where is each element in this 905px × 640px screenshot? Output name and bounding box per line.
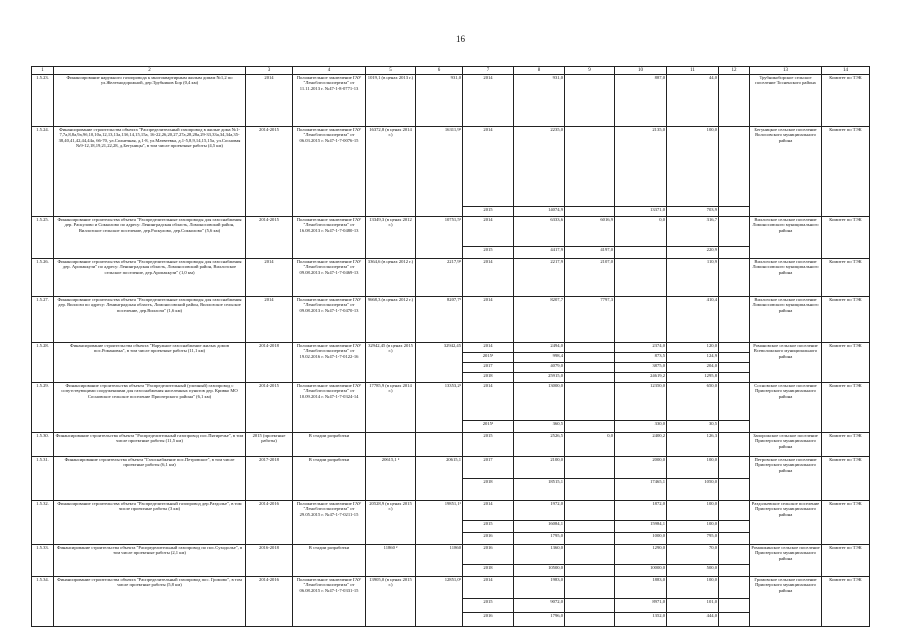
- total-amount: 1795,0: [514, 533, 565, 545]
- estimated-cost: 20528,9 (в ценах 2015 г.): [366, 501, 416, 545]
- total-amount: 2235,0: [514, 127, 565, 207]
- project-documentation: Положительное заключение ГАУ "Леноблгосэкспертиза" от 09.08.2013 г. №47-1-7-0470-13: [293, 297, 366, 343]
- federal-budget: [565, 353, 615, 363]
- regional-budget: 17465,1: [615, 479, 667, 501]
- regional-budget: 2400,2: [615, 433, 667, 457]
- recipient-organization: Виллозское сельское поселение Ломоносовского муниципального района: [750, 217, 822, 259]
- other-sources: [719, 565, 750, 577]
- other-sources: [719, 373, 750, 383]
- local-budget: 120,0: [667, 343, 719, 353]
- financing-year: 2016: [463, 533, 514, 545]
- remaining-cost: 13353,2³: [416, 383, 463, 433]
- federal-budget: [565, 421, 615, 433]
- financing-year: 2014: [463, 577, 514, 599]
- financing-year: 2018: [463, 479, 514, 501]
- financing-year: 2015¹: [463, 353, 514, 363]
- remaining-cost: 32942,45: [416, 343, 463, 383]
- federal-budget: 6016,9: [565, 217, 615, 247]
- local-budget: 100,0: [667, 501, 719, 521]
- column-number: 7: [463, 67, 514, 75]
- federal-budget: 7797,3: [565, 297, 615, 343]
- object-description: Финансирование наружного газопровода к многоквартирным жилым домам №1,2 по ул.Железнодорожной, дер.Трубников Бор (0,4 км): [54, 75, 246, 127]
- implementation-period: 2014-2015: [246, 127, 293, 217]
- column-number: 4: [293, 67, 366, 75]
- local-budget: 316,7: [667, 217, 719, 247]
- federal-budget: [565, 479, 615, 501]
- total-amount: 360,5: [514, 421, 565, 433]
- regional-budget: 15984,1: [615, 521, 667, 533]
- other-sources: [719, 363, 750, 373]
- total-amount: 4417,9: [514, 247, 565, 259]
- project-documentation: Положительное заключение ГАУ "Леноблгосэкспертиза" от 11.11.2013 г. №47-1-8-0771-13: [293, 75, 366, 127]
- object-description: Финансирование строительства объекта "Распределительные газопроводы для газоснабжения дер. Виллози по адресу: Ленинградская область, Ломоносовский район, Виллозское сельское поселение, дер.Виллози" (1,6 км): [54, 297, 246, 343]
- federal-budget: [565, 521, 615, 533]
- total-amount: 13000,0: [514, 383, 565, 421]
- other-sources: [719, 501, 750, 521]
- other-sources: [719, 353, 750, 363]
- financing-year: 2014: [463, 501, 514, 521]
- total-amount: 2494,0: [514, 343, 565, 353]
- total-amount: 1360,0: [514, 545, 565, 565]
- federal-budget: [565, 75, 615, 127]
- total-amount: 1972,0: [514, 501, 565, 521]
- implementation-period: 2014: [246, 259, 293, 297]
- remaining-cost: 10751,5³: [416, 217, 463, 259]
- estimated-cost: 16372,8 (в ценах 2014 г.): [366, 127, 416, 217]
- object-description: Финансирование строительства объекта "Распределительные газопроводы для газоснабжения дер. Аропаккузи" по адресу: Ленинградская область, Ломоносовский район, Виллозское сельское поселение, дер.Аропаккузи" (1,0 км): [54, 259, 246, 297]
- implementation-period: 2014: [246, 297, 293, 343]
- row-number: 1.5.33.: [32, 545, 54, 577]
- implementation-period: 2014-2016: [246, 577, 293, 627]
- regional-budget: 8971,0: [615, 599, 667, 613]
- implementation-period: 2014-2018: [246, 343, 293, 383]
- project-documentation: Положительное заключение ГАУ "Леноблгосэкспертиза" от 10.09.2014 г. №47-1-7-0324-14: [293, 383, 366, 433]
- federal-budget: [565, 577, 615, 599]
- total-amount: 998,4: [514, 353, 565, 363]
- local-budget: 100,0: [667, 521, 719, 533]
- responsible-executor: Комитет по ТЭК: [822, 383, 870, 433]
- other-sources: [719, 259, 750, 297]
- regional-budget: 2374,0: [615, 343, 667, 353]
- financing-year: 2017: [463, 363, 514, 373]
- column-number: 8: [514, 67, 565, 75]
- column-number: 6: [416, 67, 463, 75]
- responsible-executor: Комитет по ТЭК: [822, 457, 870, 501]
- recipient-organization: Ромашкинское сельское поселение Приозерского муниципального района: [750, 545, 822, 577]
- other-sources: [719, 207, 750, 217]
- local-budget: 44,0: [667, 75, 719, 127]
- local-budget: 110,9: [667, 259, 719, 297]
- total-amount: 1983,0: [514, 577, 565, 599]
- federal-budget: [565, 373, 615, 383]
- table-row: [32, 577, 870, 599]
- column-number: 5: [366, 67, 416, 75]
- responsible-executor: Комитет по ТЭК: [822, 127, 870, 217]
- estimated-cost: [366, 433, 416, 457]
- local-budget: 101,0: [667, 599, 719, 613]
- remaining-cost: 11860: [416, 545, 463, 577]
- project-documentation: Положительное заключение ГАУ "Леноблгосэкспертиза" от 19.02.2016 г. №47-1-7-0122-16: [293, 343, 366, 383]
- financing-year: 2014: [463, 343, 514, 353]
- regional-budget: 1352,0: [615, 613, 667, 627]
- row-number: 1.5.34.: [32, 577, 54, 627]
- local-budget: 124,9: [667, 353, 719, 363]
- recipient-organization: Раздольевское сельское поселение Приозерского муниципального района: [750, 501, 822, 545]
- table-row: [32, 217, 870, 247]
- column-number: 9: [565, 67, 615, 75]
- financing-year: 2017: [463, 457, 514, 479]
- other-sources: [719, 599, 750, 613]
- project-documentation: Положительное заключение ГАУ "Леноблгосэкспертиза" от 29.05.2015 г. №47-1-7-0211-15: [293, 501, 366, 545]
- regional-budget: 12350,0: [615, 383, 667, 421]
- local-budget: 1050,0: [667, 479, 719, 501]
- remaining-cost: 2217,9³: [416, 259, 463, 297]
- project-documentation: В стадии разработки: [293, 433, 366, 457]
- financing-year: 2016: [463, 613, 514, 627]
- estimated-cost: 11860 ²: [366, 545, 416, 577]
- regional-budget: [615, 247, 667, 259]
- recipient-organization: Романовское сельское поселение Всеволожского муниципального района: [750, 343, 822, 383]
- object-description: Финансирование строительства объекта "Распределительные газопроводы для газоснабжения дер. Раскулово и Сокколово по адресу: Ленинградская область, Ломоносовский район, Виллозское сельское поселение, дер.Раскулово, дер.Сокколово" (5,6 км): [54, 217, 246, 259]
- total-amount: 6333,6: [514, 217, 565, 247]
- financing-year: 2015: [463, 521, 514, 533]
- row-number: 1.5.32.: [32, 501, 54, 545]
- total-amount: 1796,0: [514, 613, 565, 627]
- financing-year: 2016: [463, 545, 514, 565]
- remaining-cost: 19851,1³: [416, 501, 463, 545]
- other-sources: [719, 521, 750, 533]
- regional-budget: 873,5: [615, 353, 667, 363]
- row-number: 1.5.24.: [32, 127, 54, 217]
- federal-budget: 2107,0: [565, 259, 615, 297]
- regional-budget: 2135,0: [615, 127, 667, 207]
- table-row: [32, 343, 870, 353]
- object-description: Финансирование строительства объекта "Распределительный (уличный) газопровод с сопутствующими сооружениями для газоснабжения населенных пунктов дер. Кривко МО Сосновское сельское поселение Приозерского района" (6,1 км): [54, 383, 246, 433]
- remaining-cost: 20615,1: [416, 457, 463, 501]
- regional-budget: 3875,0: [615, 363, 667, 373]
- federal-budget: [565, 343, 615, 353]
- local-budget: 70,0: [667, 545, 719, 565]
- page-number: 16: [456, 34, 465, 44]
- responsible-executor: Комитет по ТЭК: [822, 297, 870, 343]
- financing-year: 2015: [463, 207, 514, 217]
- local-budget: 100,0: [667, 457, 719, 479]
- other-sources: [719, 383, 750, 421]
- other-sources: [719, 433, 750, 457]
- implementation-period: 2014-2016: [246, 501, 293, 545]
- other-sources: [719, 127, 750, 207]
- local-budget: 650,0: [667, 383, 719, 421]
- financing-year: 2015: [463, 247, 514, 259]
- financing-year: 2014: [463, 75, 514, 127]
- column-number: 10: [615, 67, 667, 75]
- local-budget: 100,0: [667, 577, 719, 599]
- implementation-period: 2015 (проектные работы): [246, 433, 293, 457]
- local-budget: 703,9: [667, 207, 719, 217]
- row-number: 1.5.27.: [32, 297, 54, 343]
- financing-year: 2015: [463, 433, 514, 457]
- column-number: 13: [750, 67, 822, 75]
- recipient-organization: Бегуницкое сельское поселение Волосовского муниципального района: [750, 127, 822, 217]
- object-description: Финансирование строительства объекта "Газоснабжение пос.Петровское", в том числе проектные работы (6,1 км): [54, 457, 246, 501]
- project-documentation: В стадии разработки: [293, 545, 366, 577]
- remaining-cost: 8207,7³: [416, 297, 463, 343]
- total-amount: 10500,0: [514, 565, 565, 577]
- table-row: [32, 75, 870, 127]
- financing-year: 2014: [463, 259, 514, 297]
- remaining-cost: 931,0: [416, 75, 463, 127]
- project-documentation: Положительное заключение ГАУ "Леноблгосэкспертиза" от 16.08.2013 г. №47-1-7-0480-13: [293, 217, 366, 259]
- header-row: [32, 67, 870, 75]
- local-budget: 30,5: [667, 421, 719, 433]
- table-row: [32, 127, 870, 207]
- other-sources: [719, 217, 750, 247]
- regional-budget: [615, 259, 667, 297]
- object-description: Финансирование строительства объекта "Распределительный газопровод пос.Пятиречье", в том числе проектные работы (11,5 км): [54, 433, 246, 457]
- federal-budget: [565, 599, 615, 613]
- local-budget: 220,9: [667, 247, 719, 259]
- total-amount: 4079,0: [514, 363, 565, 373]
- table-row: [32, 297, 870, 343]
- total-amount: 14074,9: [514, 207, 565, 217]
- estimated-cost: 13349,3 (в ценах 2012 г.): [366, 217, 416, 259]
- object-description: Финансирование строительства объекта "Распределительный газопровод пос. Громово", в том числе проектные работы (5,8 км): [54, 577, 246, 627]
- responsible-executor: Комитет по ТЭК: [822, 545, 870, 577]
- column-number: 2: [54, 67, 246, 75]
- project-documentation: В стадии разработки: [293, 457, 366, 501]
- recipient-organization: Громовское сельское поселение Приозерского муниципального района: [750, 577, 822, 627]
- other-sources: [719, 75, 750, 127]
- project-documentation: Положительное заключение ГАУ "Леноблгосэкспертиза" от 06.08.2015 г. №47-1-7-0331-15: [293, 577, 366, 627]
- project-documentation: Положительное заключение ГАУ "Леноблгосэкспертиза" от 06.03.2015 г. №47-1-7-0076-15: [293, 127, 366, 217]
- object-description: Финансирование строительства объекта "Распределительный газопровод в жилые дома №1-7,7а,8,8а,9а,9б,10,10а,12,13,13а,13б,14,15,15а, 16-22,26,20,27,27а,28,28а,29-33,33а,34,34а,35-38,40,41,42,44,44а, 66-70, ул.Солнечная, д.1-8, ул.Матвеевка, д.1-5,8,9,14,15,15а, ул.Сосновая №9-12,18,19,21,22,28, д.Бегуницы", в том числе проектные работы (4,5 км): [54, 127, 246, 217]
- local-budget: 795,0: [667, 533, 719, 545]
- total-amount: 9072,0: [514, 599, 565, 613]
- federal-budget: [565, 533, 615, 545]
- regional-budget: 1872,0: [615, 501, 667, 521]
- other-sources: [719, 457, 750, 479]
- local-budget: 126,3: [667, 433, 719, 457]
- regional-budget: 13371,0: [615, 207, 667, 217]
- financing-year: 2015¹: [463, 421, 514, 433]
- other-sources: [719, 533, 750, 545]
- total-amount: 18515,1: [514, 479, 565, 501]
- implementation-period: 2017-2018: [246, 457, 293, 501]
- financing-year: 2014: [463, 297, 514, 343]
- table-row: [32, 383, 870, 421]
- federal-budget: [565, 127, 615, 207]
- federal-budget: [565, 501, 615, 521]
- table-row: [32, 259, 870, 297]
- implementation-period: 2016-2018: [246, 545, 293, 577]
- total-amount: 2526,5: [514, 433, 565, 457]
- responsible-executor: Комитет по ТЭК: [822, 501, 870, 545]
- row-number: 1.5.30.: [32, 433, 54, 457]
- responsible-executor: Комитет по ТЭК: [822, 217, 870, 259]
- estimated-cost: 20615,1 ²: [366, 457, 416, 501]
- federal-budget: [565, 613, 615, 627]
- regional-budget: 10000,0: [615, 565, 667, 577]
- responsible-executor: Комитет по ТЭК: [822, 343, 870, 383]
- regional-budget: 24619,2: [615, 373, 667, 383]
- object-description: Финансирование строительства объекта "Распределительный газопровод дер.Раздолье", в том числе проектные работы (3 км): [54, 501, 246, 545]
- local-budget: 204,0: [667, 363, 719, 373]
- local-budget: 410,4: [667, 297, 719, 343]
- estimated-cost: 1019,1 (в ценах 2013 г.): [366, 75, 416, 127]
- federal-budget: [565, 457, 615, 479]
- local-budget: 500,0: [667, 565, 719, 577]
- financing-year: 2015: [463, 599, 514, 613]
- row-number: 1.5.23.: [32, 75, 54, 127]
- row-number: 1.5.26.: [32, 259, 54, 297]
- column-number: 1: [32, 67, 54, 75]
- object-description: Финансирование строительства объекта "Наружное газоснабжение жилых домов пос.Романовка", в том числе проектные работы (11,1 км): [54, 343, 246, 383]
- implementation-period: 2014-2015: [246, 217, 293, 259]
- financing-year: 2014: [463, 127, 514, 207]
- recipient-organization: Виллозское сельское поселение Ломоносовского муниципального района: [750, 259, 822, 297]
- implementation-period: 2014: [246, 75, 293, 127]
- regional-budget: 1290,0: [615, 545, 667, 565]
- total-amount: 25915,0: [514, 373, 565, 383]
- other-sources: [719, 343, 750, 353]
- other-sources: [719, 577, 750, 599]
- regional-budget: 1000,0: [615, 533, 667, 545]
- estimated-cost: 17785,9 (в ценах 2014 г.): [366, 383, 416, 433]
- row-number: 1.5.31.: [32, 457, 54, 501]
- federal-budget: [565, 545, 615, 565]
- responsible-executor: Комитет по ТЭК: [822, 259, 870, 297]
- federal-budget: [565, 363, 615, 373]
- other-sources: [719, 247, 750, 259]
- federal-budget: [565, 383, 615, 421]
- local-budget: 1295,8: [667, 373, 719, 383]
- table-row: [32, 433, 870, 457]
- regional-budget: [615, 297, 667, 343]
- implementation-period: 2014-2015: [246, 383, 293, 433]
- total-amount: 16084,1: [514, 521, 565, 533]
- estimated-cost: 32942,45 (в ценах 2015 г.): [366, 343, 416, 383]
- project-documentation: Положительное заключение ГАУ "Леноблгосэкспертиза" от 09.08.2013 г. №47-1-7-0469-13: [293, 259, 366, 297]
- other-sources: [719, 479, 750, 501]
- row-number: 1.5.29.: [32, 383, 54, 433]
- financing-year: 2018: [463, 373, 514, 383]
- estimated-cost: 3364,6 (в ценах 2012 г.): [366, 259, 416, 297]
- recipient-organization: Трубникоборское сельское поселение Тосненского района: [750, 75, 822, 127]
- responsible-executor: Комитет по ТЭК: [822, 75, 870, 127]
- remaining-cost: [416, 433, 463, 457]
- recipient-organization: Сосновское сельское поселение Приозерского муниципального района: [750, 383, 822, 433]
- local-budget: 444,0: [667, 613, 719, 627]
- object-description: Финансирование строительства объекта "Распределительный газопровод по пос.Суходолье", в том числе проектные работы (2,1 км): [54, 545, 246, 577]
- regional-budget: 1883,0: [615, 577, 667, 599]
- total-amount: 2100,0: [514, 457, 565, 479]
- column-number: 12: [719, 67, 750, 75]
- total-amount: 931,0: [514, 75, 565, 127]
- column-number: 11: [667, 67, 719, 75]
- remaining-cost: 12851,0³: [416, 577, 463, 627]
- regional-budget: 0,0: [615, 217, 667, 247]
- federal-budget: [565, 565, 615, 577]
- column-number: 3: [246, 67, 293, 75]
- federal-budget: 4197,0: [565, 247, 615, 259]
- federal-budget: 0,0: [565, 433, 615, 457]
- table-row: [32, 545, 870, 565]
- estimated-cost: 9668,3 (в ценах 2012 г.): [366, 297, 416, 343]
- financing-year: 2018: [463, 565, 514, 577]
- column-number: 14: [822, 67, 870, 75]
- federal-budget: [565, 207, 615, 217]
- total-amount: 2217,9: [514, 259, 565, 297]
- program-table: [31, 66, 870, 627]
- financing-year: 2014: [463, 383, 514, 421]
- remaining-cost: 16311,9³: [416, 127, 463, 217]
- responsible-executor: Комитет по ТЭК: [822, 433, 870, 457]
- row-number: 1.5.28.: [32, 343, 54, 383]
- other-sources: [719, 297, 750, 343]
- recipient-organization: Виллозское сельское поселение Ломоносовского муниципального района: [750, 297, 822, 343]
- estimated-cost: 13905,0 (в ценах 2015 г.): [366, 577, 416, 627]
- regional-budget: 887,0: [615, 75, 667, 127]
- other-sources: [719, 421, 750, 433]
- total-amount: 8207,7: [514, 297, 565, 343]
- table-row: [32, 501, 870, 521]
- regional-budget: 2000,0: [615, 457, 667, 479]
- responsible-executor: Комитет по ТЭК: [822, 577, 870, 627]
- recipient-organization: Запорожское сельское поселение Приозерского муниципального района: [750, 433, 822, 457]
- regional-budget: 330,0: [615, 421, 667, 433]
- table-row: [32, 457, 870, 479]
- local-budget: 100,0: [667, 127, 719, 207]
- other-sources: [719, 545, 750, 565]
- recipient-organization: Петровское сельское поселение Приозерского муниципального района: [750, 457, 822, 501]
- row-number: 1.5.25.: [32, 217, 54, 259]
- financing-year: 2014: [463, 217, 514, 247]
- other-sources: [719, 613, 750, 627]
